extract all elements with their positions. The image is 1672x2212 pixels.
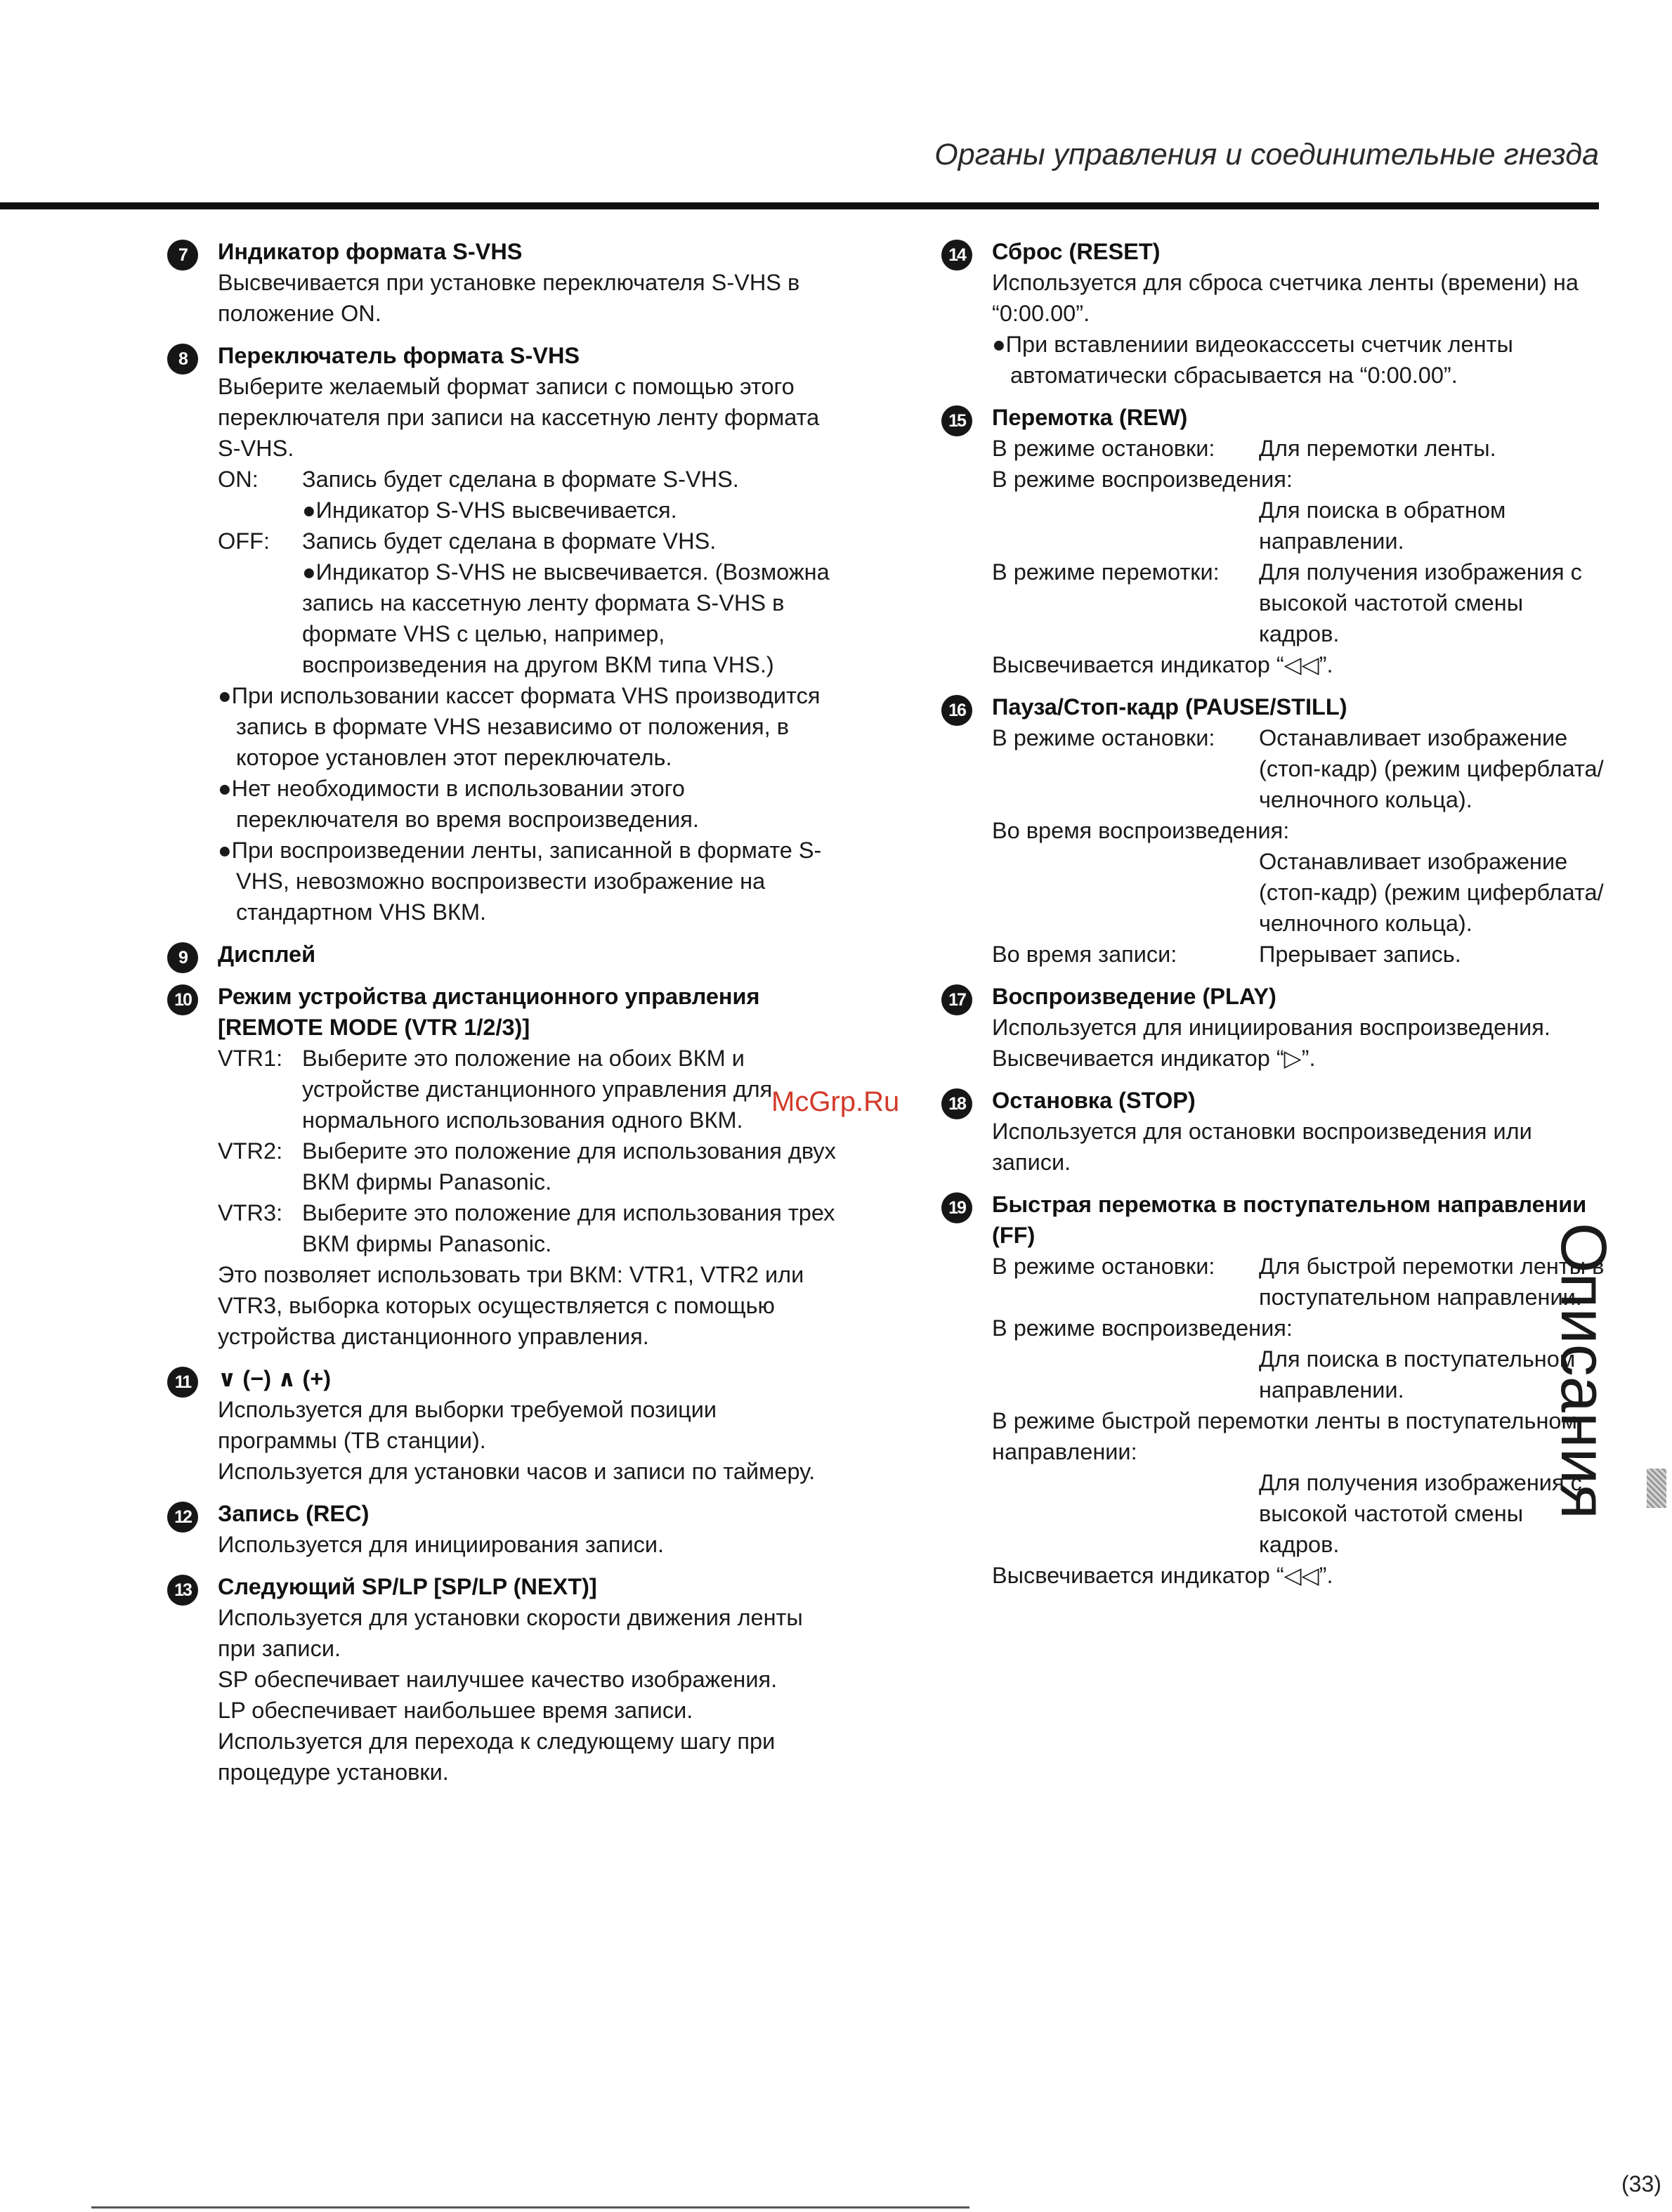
control-item: [941, 1085, 1609, 1178]
definition-row: [218, 526, 842, 680]
control-item: [167, 1498, 842, 1560]
item-text: Выберите желаемый формат записи с помощью этого переключателя при записи на кассетную ленту формата S-VHS.: [218, 374, 820, 461]
control-item: [167, 340, 842, 928]
item-number-badge: 9: [167, 942, 198, 973]
definition-text: Запись будет сделана в формате S-VHS.: [302, 467, 739, 492]
definition-key: VTR1:: [218, 1046, 283, 1071]
bullet-text: ●При вставлениии видеокасссеты счетчик ленты автоматически сбрасывается на “0:00.00”.: [992, 332, 1513, 388]
mode-row: [992, 939, 1609, 970]
mode-label: В режиме остановки:: [992, 436, 1215, 461]
watermark-text: McGrp.Ru: [771, 1086, 900, 1117]
right-column: [941, 236, 1609, 1602]
item-text: Используется для перехода к следующему шагу при процедуре установки.: [218, 1729, 776, 1785]
definition-text: Запись будет сделана в формате VHS.: [302, 528, 717, 554]
mode-label: В режиме перемотки:: [992, 559, 1220, 585]
item-number-badge: 12: [167, 1502, 198, 1533]
item-number-badge: 19: [941, 1192, 972, 1223]
section-side-tab: Описания: [1548, 1223, 1619, 1519]
bullet-text: ●Нет необходимости в использовании этого переключателя во время воспроизведения.: [218, 776, 699, 832]
mode-label: Во время воспроизведения:: [992, 818, 1290, 843]
definition-row: [218, 1043, 842, 1136]
mode-row: [992, 557, 1609, 649]
item-number-badge: 18: [941, 1088, 972, 1119]
control-item: [941, 402, 1609, 680]
mode-label: В режиме воспроизведения:: [992, 467, 1293, 492]
item-number-badge: 17: [941, 984, 972, 1015]
left-column: [167, 236, 842, 1799]
item-title: ∨ (−) ∧ (+): [218, 1366, 332, 1391]
mode-description: Для быстрой перемотки ленты в поступательном направлении.: [1259, 1254, 1605, 1310]
mode-description: Для поиска в обратном направлении.: [1259, 497, 1506, 554]
mode-label: Во время записи:: [992, 942, 1177, 967]
definition-row: [218, 464, 842, 526]
item-text: Высвечивается при установке переключателя S-VHS в положение ON.: [218, 270, 800, 326]
mode-description: Прерывает запись.: [1259, 942, 1461, 967]
definition-row: [218, 1136, 842, 1197]
definition-key: ON:: [218, 467, 259, 492]
item-text: LP обеспечивает наибольшее время записи.: [218, 1698, 693, 1723]
item-text: Используется для сброса счетчика ленты (времени) на “0:00.00”.: [992, 270, 1579, 326]
definition-key: OFF:: [218, 528, 270, 554]
mode-row: [992, 1251, 1609, 1313]
mode-description: Останавливает изображение (стоп-кадр) (режим циферблата/ челночного кольца).: [1259, 849, 1604, 936]
definition-value: [302, 464, 842, 526]
item-title: Следующий SP/LP [SP/LP (NEXT)]: [218, 1574, 597, 1599]
item-title: Воспроизведение (PLAY): [992, 984, 1276, 1009]
side-tab-marker: [1647, 1469, 1666, 1508]
item-title: Дисплей: [218, 942, 316, 967]
header-rule: [0, 202, 1599, 209]
mode-description: Для перемотки ленты.: [1259, 436, 1496, 461]
mode-description: Для поиска в поступательном направлении.: [1259, 1346, 1576, 1403]
item-number-badge: 14: [941, 240, 972, 271]
definition-key: VTR3:: [218, 1200, 283, 1225]
item-text: Используется для выборки требуемой позиции программы (ТВ станции).: [218, 1397, 717, 1453]
definition-row: [218, 1197, 842, 1259]
control-item: [941, 691, 1609, 970]
definition-value: [302, 1136, 842, 1197]
item-number-badge: 10: [167, 984, 198, 1015]
item-number-badge: 8: [167, 344, 198, 375]
mode-row: [992, 433, 1609, 464]
control-item: [941, 236, 1609, 391]
definition-text: Выберите это положение для использования трех ВКМ фирмы Panasonic.: [302, 1200, 835, 1256]
item-text: SP обеспечивает наилучшее качество изображения.: [218, 1667, 778, 1692]
mode-label: В режиме остановки:: [992, 725, 1215, 750]
item-title: Сброс (RESET): [992, 239, 1161, 264]
definition-value: [302, 526, 842, 680]
item-title: Пауза/Стоп-кадр (PAUSE/STILL): [992, 694, 1347, 720]
control-item: [167, 939, 842, 970]
item-text: Высвечивается индикатор “◁◁”.: [992, 1563, 1333, 1588]
control-item: [167, 1571, 842, 1788]
footer-rule: [91, 2206, 969, 2208]
item-title: Запись (REC): [218, 1501, 370, 1526]
definition-text: Выберите это положение на обоих ВКМ и устройстве дистанционного управления для нормального использования одного ВКМ.: [302, 1046, 773, 1133]
mode-description: Останавливает изображение (стоп-кадр) (режим циферблата/ челночного кольца).: [1259, 725, 1604, 812]
control-item: [167, 236, 842, 329]
item-text: Используется для инициирования воспроизведения. Высвечивается индикатор “▷”.: [992, 1015, 1550, 1071]
item-text: Высвечивается индикатор “◁◁”.: [992, 652, 1333, 677]
control-item: [941, 981, 1609, 1074]
item-number-badge: 16: [941, 695, 972, 726]
item-title: Индикатор формата S-VHS: [218, 239, 523, 264]
item-text: Используется для остановки воспроизведения или записи.: [992, 1119, 1532, 1175]
definition-key: VTR2:: [218, 1138, 283, 1164]
mode-row: [992, 722, 1609, 815]
control-item: [167, 981, 842, 1352]
item-text: Это позволяет использовать три ВКМ: VTR1, VTR2 или VTR3, выборка которых осуществляется с помощью устройства дистанционного управления.: [218, 1262, 804, 1349]
item-title: Остановка (STOP): [992, 1088, 1196, 1113]
item-text: Используется для установки скорости движения ленты при записи.: [218, 1605, 803, 1661]
item-number-badge: 11: [167, 1367, 198, 1398]
definition-value: [302, 1043, 842, 1136]
item-number-badge: 7: [167, 240, 198, 271]
control-item: [167, 1363, 842, 1487]
mode-description: Для получения изображения с высокой частотой смены кадров.: [1259, 1470, 1582, 1557]
item-title: Быстрая перемотка в поступательном направлении (FF): [992, 1192, 1587, 1248]
item-title: Перемотка (REW): [992, 405, 1188, 430]
definition-text: ●Индикатор S-VHS не высвечивается. (Возможна запись на кассетную ленту формата S-VHS в формате VHS с целью, например, воспроизведения на другом ВКМ типа VHS.): [302, 559, 830, 677]
definition-value: [302, 1197, 842, 1259]
item-title: Режим устройства дистанционного управления [REMOTE MODE (VTR 1/2/3)]: [218, 984, 760, 1040]
mode-label: В режиме остановки:: [992, 1254, 1215, 1279]
item-number-badge: 13: [167, 1575, 198, 1606]
mode-label: В режиме быстрой перемотки ленты в поступательном направлении:: [992, 1408, 1577, 1464]
bullet-text: ●При использовании кассет формата VHS производится запись в формате VHS независимо от положения, в которое установлен этот переключатель.: [218, 683, 821, 770]
item-number-badge: 15: [941, 405, 972, 436]
page-number: (33): [1621, 2171, 1661, 2197]
item-text: Используется для инициирования записи.: [218, 1532, 665, 1557]
mode-description: Для получения изображения с высокой частотой смены кадров.: [1259, 559, 1582, 646]
definition-text: ●Индикатор S-VHS высвечивается.: [302, 497, 677, 523]
item-text: Используется для установки часов и записи по таймеру.: [218, 1459, 816, 1484]
bullet-text: ●При воспроизведении ленты, записанной в формате S-VHS, невозможно воспроизвести изображение на стандартном VHS ВКМ.: [218, 838, 822, 925]
definition-text: Выберите это положение для использования двух ВКМ фирмы Panasonic.: [302, 1138, 836, 1195]
mode-label: В режиме воспроизведения:: [992, 1315, 1293, 1341]
control-item: [941, 1189, 1609, 1591]
page-header-title: Органы управления и соединительные гнезда: [934, 138, 1599, 171]
item-title: Переключатель формата S-VHS: [218, 343, 580, 368]
